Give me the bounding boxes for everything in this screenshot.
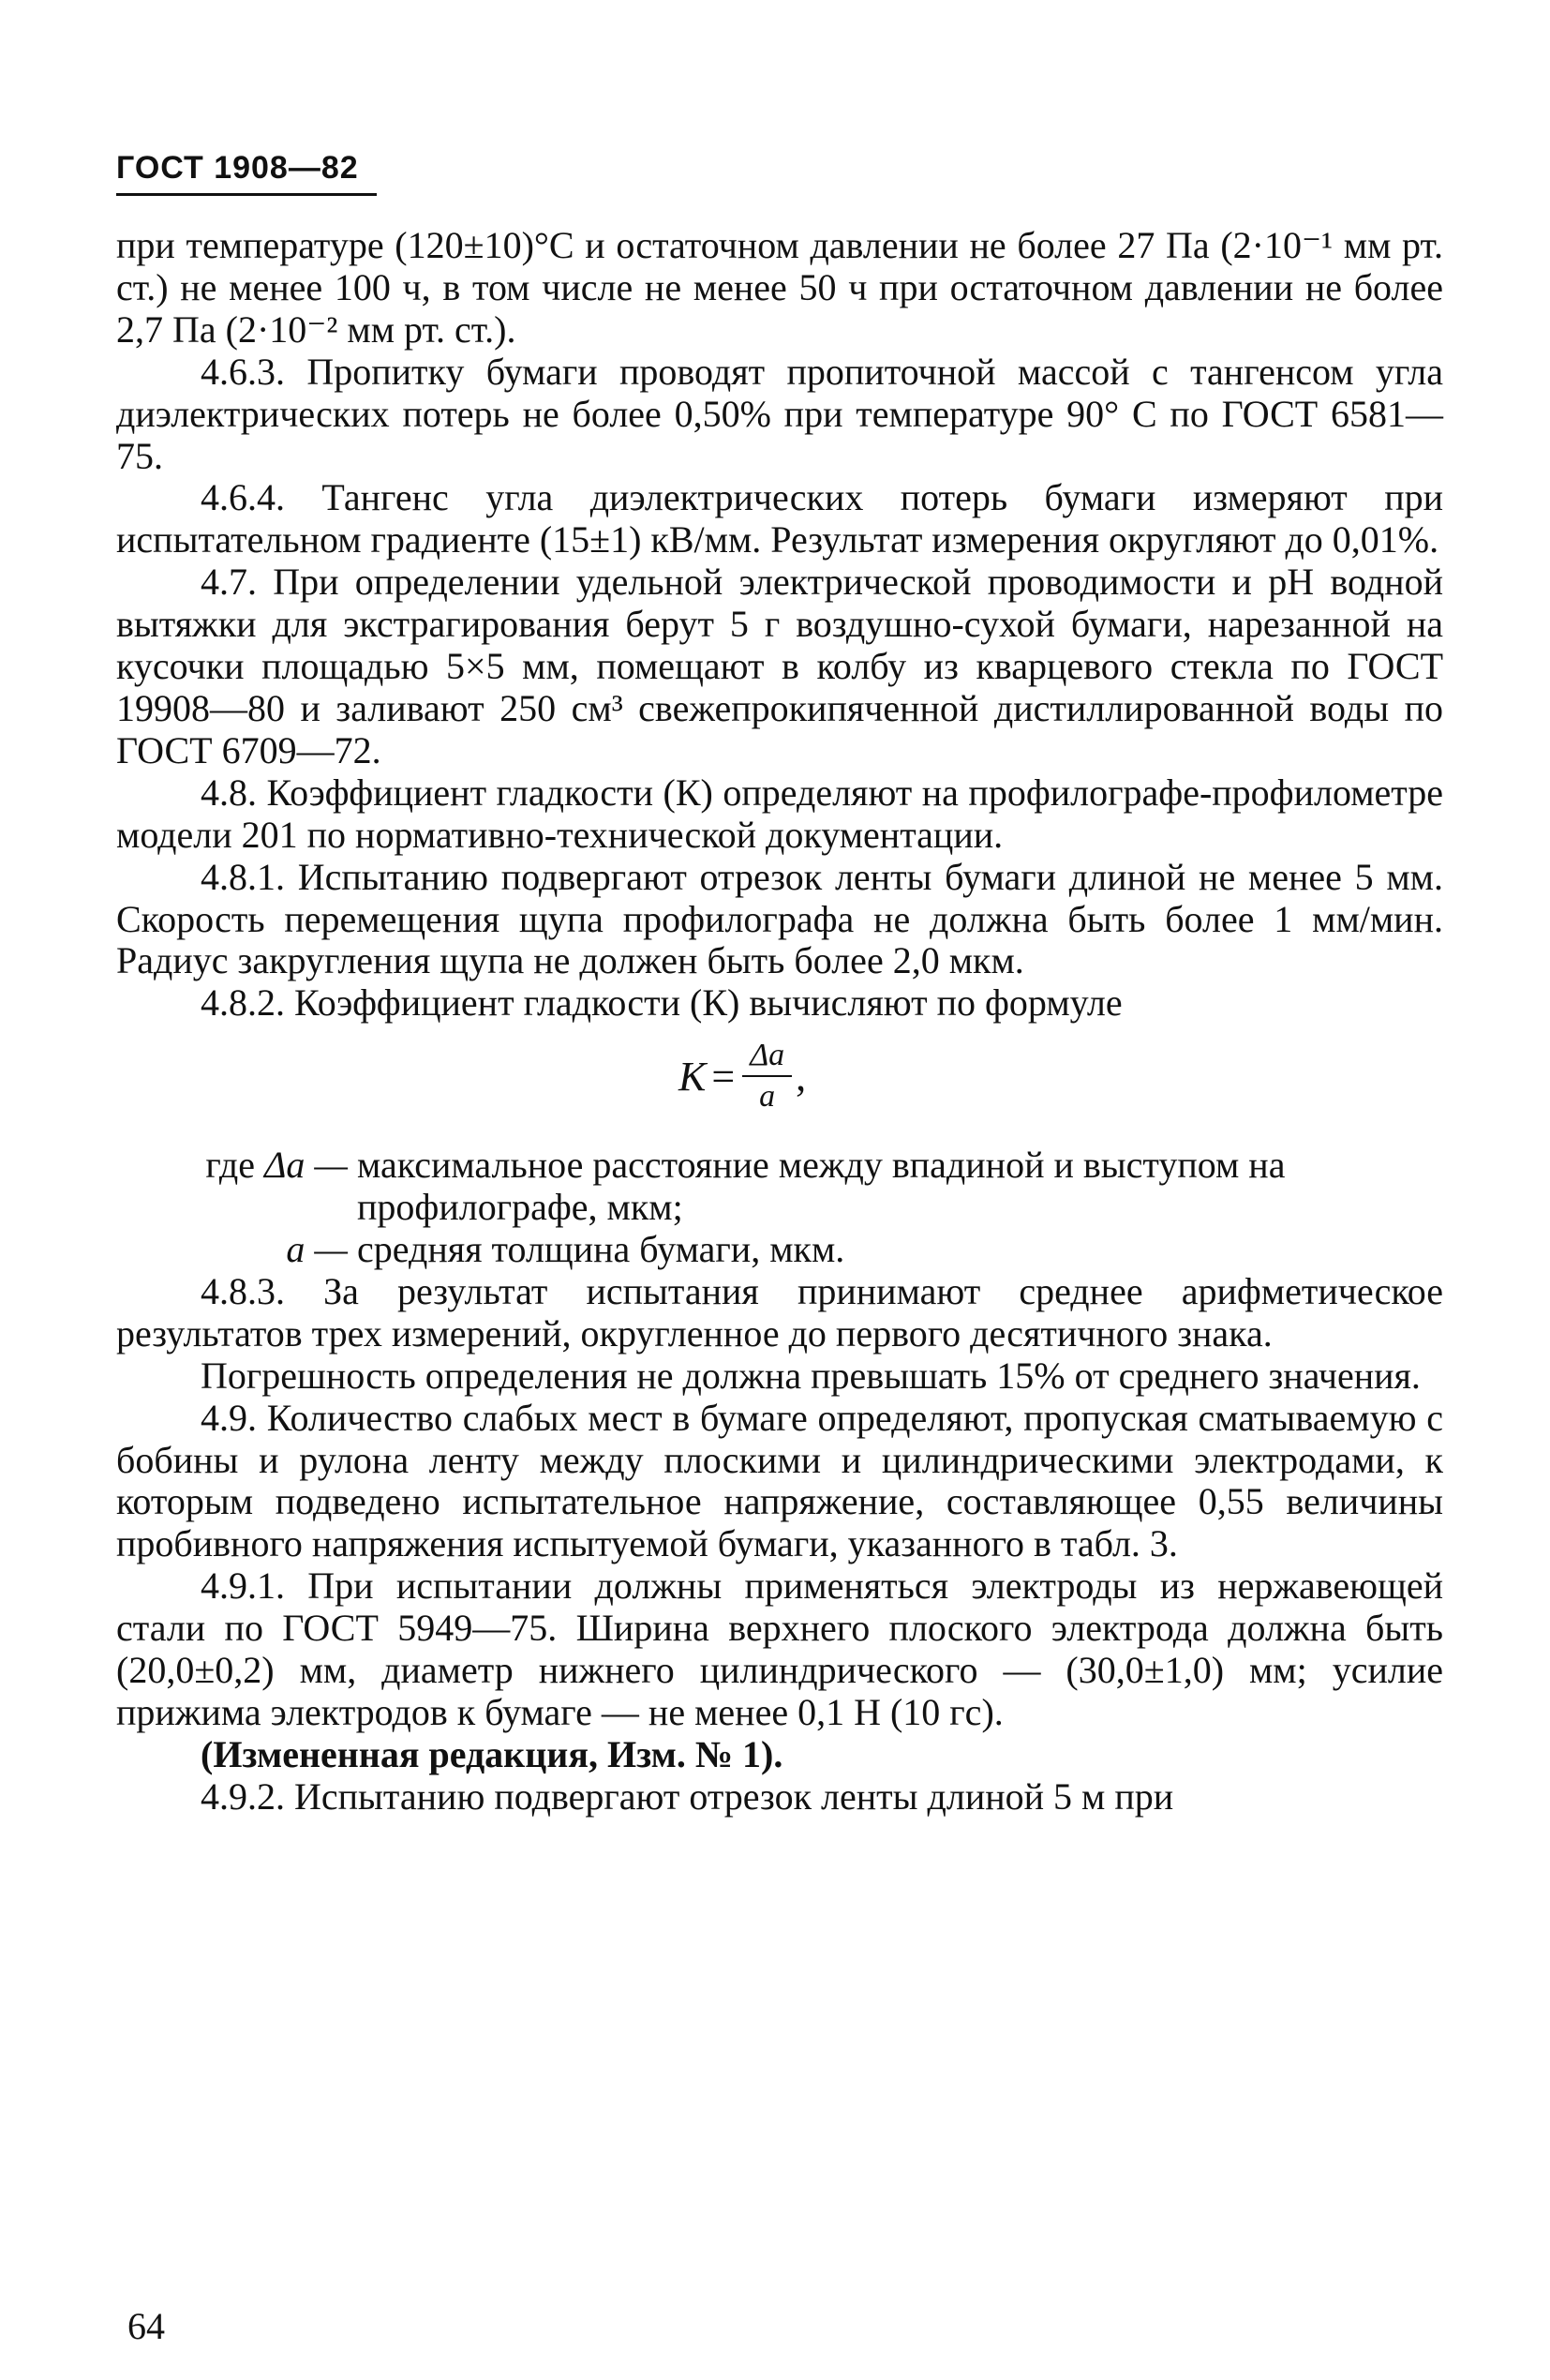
document-header: ГОСТ 1908—82	[116, 150, 359, 186]
formula-trailing-comma: ,	[796, 1053, 807, 1100]
page-body	[116, 225, 1443, 1819]
definition-term	[116, 1229, 348, 1271]
formula-lhs: K	[678, 1053, 707, 1100]
definition-symbol: Δa —	[263, 1144, 348, 1187]
definition-row	[116, 1145, 1443, 1229]
definition-row	[116, 1229, 1443, 1271]
definition-lead: где	[205, 1144, 255, 1187]
paragraph-4-6-3: 4.6.3. Пропитку бумаги проводят пропиточной массой с тангенсом угла диэлектрических потерь не более 0,50% при температуре 90° С по ГОСТ 6581—75.	[116, 350, 1443, 477]
page-number: 64	[127, 2305, 165, 2347]
paragraph-4-8-3: 4.8.3. За результат испытания принимают среднее арифметическое результатов трех измерений, округленное до первого десятичного знака.	[116, 1269, 1443, 1355]
definition-symbol: a —	[286, 1228, 348, 1271]
paragraph-4-6-4: 4.6.4. Тангенс угла диэлектрических потерь бумаги измеряют при испытательном градиенте (15±1) кВ/мм. Результат измерения округляют до 0,01%.	[116, 476, 1443, 561]
formula-equals: =	[711, 1053, 736, 1100]
formula-block	[116, 1025, 1443, 1145]
formula-denominator: a	[759, 1079, 776, 1115]
paragraph-4-9-1: 4.9.1. При испытании должны применяться электроды из нержавеющей стали по ГОСТ 5949—75. Ширина верхнего плоского электрода должна быть (20,0±0,2) мм, диаметр нижнего цилиндрического — (30,0±1,0) мм; усилие прижима электродов к бумаге — не менее 0,1 Н (10 гс).	[116, 1564, 1443, 1733]
paragraph-4-8: 4.8. Коэффициент гладкости (К) определяют на профилографе-профилометре модели 201 по нормативно-технической документации.	[116, 771, 1443, 856]
paragraph-error-note: Погрешность определения не должна превышать 15% от среднего значения.	[201, 1354, 1421, 1397]
paragraph-4-9-2: 4.9.2. Испытанию подвергают отрезок ленты длиной 5 м при	[201, 1774, 1174, 1818]
formula-numerator: Δa	[742, 1036, 792, 1077]
formula-fraction	[742, 1036, 792, 1116]
paragraph-4-9: 4.9. Количество слабых мест в бумаге определяют, пропуская сматываемую с бобины и рулона ленту между плоскими и цилиндрическими электродами, к которым подведено испытательное напряжение, составляющее 0,55 величины пробивного напряжения испытуемой бумаги, указанного в табл. 3.	[116, 1396, 1443, 1565]
definition-text: средняя толщина бумаги, мкм.	[357, 1228, 845, 1271]
amendment-note: (Измененная редакция, Изм. № 1).	[201, 1732, 783, 1775]
header-rule	[116, 193, 377, 196]
paragraph-4-8-2: 4.8.2. Коэффициент гладкости (К) вычисляют по формуле	[201, 981, 1123, 1025]
paragraph-4-8-1: 4.8.1. Испытанию подвергают отрезок ленты бумаги длиной не менее 5 мм. Скорость перемещения щупа профилографа не должна быть более 1 мм/мин. Радиус закругления щупа не должен быть более 2,0 мкм.	[116, 855, 1443, 982]
definition-text: максимальное расстояние между впадиной и выступом на профилографе, мкм;	[357, 1144, 1286, 1229]
definition-term	[116, 1145, 348, 1229]
paragraph-4-7: 4.7. При определении удельной электрической проводимости и pH водной вытяжки для экстрагирования берут 5 г воздушно-сухой бумаги, нарезанной на кусочки площадью 5×5 мм, помещают в колбу из кварцевого стекла по ГОСТ 19908—80 и заливают 250 см³ свежепрокипяченной дистиллированной воды по ГОСТ 6709—72.	[116, 561, 1443, 771]
paragraph-continuation: при температуре (120±10)°С и остаточном давлении не более 27 Па (2·10⁻¹ мм рт. ст.) не менее 100 ч, в том числе не менее 50 ч при остаточном давлении не более 2,7 Па (2·10⁻² мм рт. ст.).	[116, 224, 1443, 351]
smoothness-formula	[678, 1036, 806, 1116]
